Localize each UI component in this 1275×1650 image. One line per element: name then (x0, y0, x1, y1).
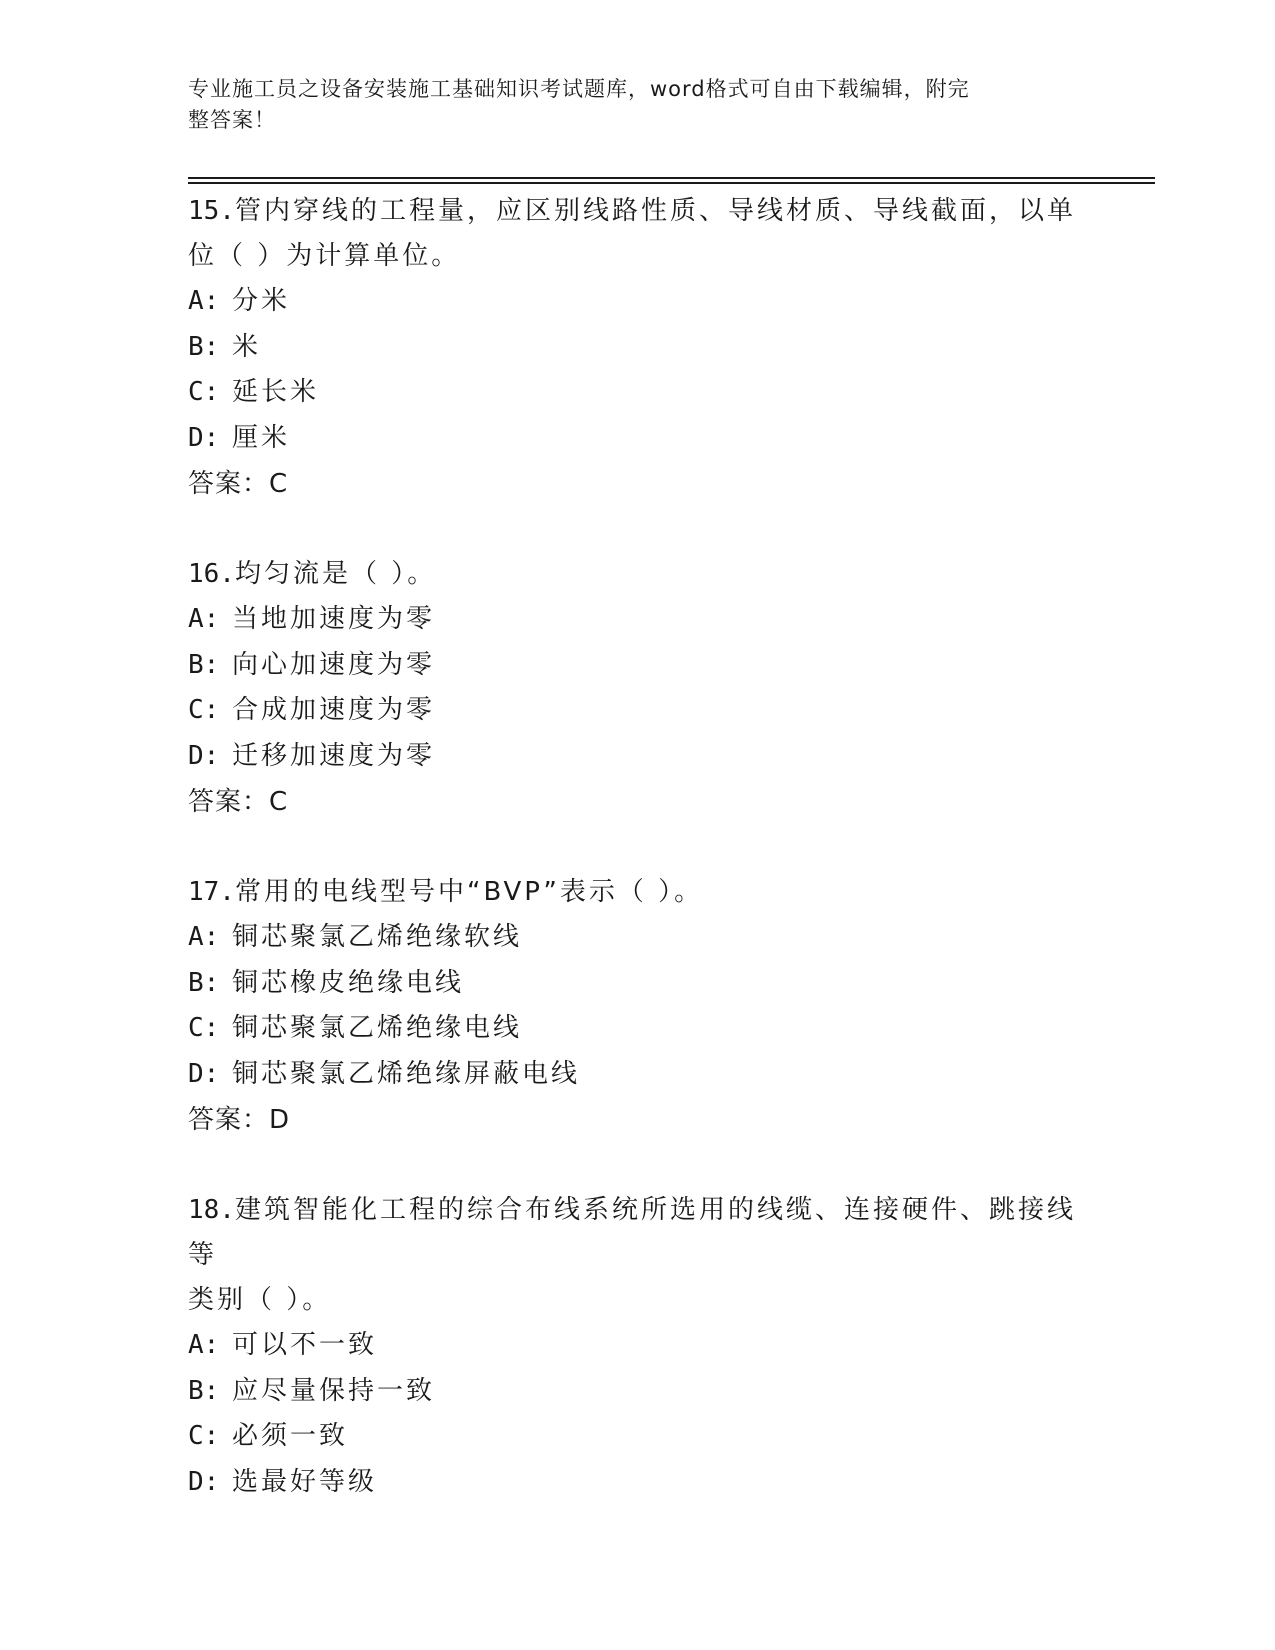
answer-label: 答案： (188, 469, 270, 499)
option-d (188, 1460, 1088, 1506)
document-header (188, 74, 1068, 136)
question-number: 18. (188, 1195, 235, 1225)
question-18 (188, 1188, 1088, 1505)
option-a (188, 1323, 1088, 1369)
option-label: C: (188, 1013, 220, 1043)
header-line-2: 整答案！ (188, 108, 276, 132)
option-a (188, 597, 1088, 643)
question-text: 均匀流是（ ）。 (234, 559, 437, 589)
question-17 (188, 870, 1088, 1143)
option-text: 选最好等级 (232, 1466, 378, 1497)
option-text: 向心加速度为零 (232, 649, 436, 680)
question-number: 16. (188, 559, 235, 589)
question-15 (188, 189, 1088, 507)
option-label: A: (188, 1330, 220, 1360)
option-text: 厘米 (232, 422, 291, 453)
question-16 (188, 552, 1088, 825)
answer-line (188, 779, 1088, 825)
option-d (188, 1052, 1088, 1098)
option-d (188, 734, 1088, 780)
header-divider-bottom (188, 182, 1155, 184)
option-c (188, 688, 1088, 734)
option-b (188, 325, 1088, 371)
option-b (188, 643, 1088, 689)
option-text: 应尽量保持一致 (232, 1375, 436, 1406)
question-list (188, 189, 1088, 1550)
question-text-line-1: 管内穿线的工程量，应区别线路性质、导线材质、导线截面，以单 (234, 196, 1076, 226)
option-text: 铜芯聚氯乙烯绝缘软线 (232, 922, 523, 952)
answer-label: 答案： (188, 787, 270, 817)
option-text: 铜芯橡皮绝缘电线 (232, 967, 465, 998)
answer-line (188, 461, 1088, 507)
option-text: 分米 (232, 286, 291, 316)
question-number: 17. (188, 877, 235, 907)
option-label: B: (188, 649, 220, 680)
option-label: B: (188, 967, 220, 998)
option-label: D: (188, 1466, 220, 1497)
option-text: 必须一致 (232, 1421, 349, 1451)
option-label: D: (188, 1058, 220, 1089)
option-label: A: (188, 286, 220, 316)
question-text-line-2: 位（ ）为计算单位。 (188, 241, 461, 271)
option-d (188, 416, 1088, 462)
option-c (188, 1006, 1088, 1052)
question-stem (188, 1188, 1088, 1323)
question-stem (188, 189, 1088, 279)
question-stem (188, 552, 1088, 597)
option-label: D: (188, 422, 220, 453)
option-text: 铜芯聚氯乙烯绝缘屏蔽电线 (232, 1058, 581, 1089)
option-text: 合成加速度为零 (232, 695, 436, 725)
option-text: 迁移加速度为零 (232, 740, 436, 771)
header-line-1: 专业施工员之设备安装施工基础知识考试题库，word格式可自由下载编辑，附完 (188, 77, 970, 101)
option-label: B: (188, 331, 220, 362)
option-c (188, 370, 1088, 416)
answer-value: C (269, 787, 289, 817)
option-c (188, 1414, 1088, 1460)
option-label: D: (188, 740, 220, 771)
question-text: 常用的电线型号中“BVP”表示（ ）。 (234, 877, 704, 907)
option-label: C: (188, 1421, 220, 1451)
option-b (188, 1369, 1088, 1415)
question-text-line-1: 建筑智能化工程的综合布线系统所选用的线缆、连接硬件、跳接线等 (188, 1195, 1076, 1270)
question-text-line-2: 类别（ ）。 (188, 1285, 332, 1315)
option-text: 可以不一致 (232, 1330, 378, 1360)
option-a (188, 279, 1088, 325)
option-text: 延长米 (232, 377, 320, 407)
option-label: A: (188, 922, 220, 952)
option-label: C: (188, 695, 220, 725)
answer-value: C (269, 469, 289, 499)
option-text: 米 (232, 331, 262, 362)
option-b (188, 961, 1088, 1007)
answer-label: 答案： (188, 1105, 270, 1135)
option-text: 铜芯聚氯乙烯绝缘电线 (232, 1013, 523, 1043)
option-label: B: (188, 1375, 220, 1406)
option-label: C: (188, 377, 220, 407)
option-label: A: (188, 604, 220, 634)
question-stem (188, 870, 1088, 915)
option-text: 当地加速度为零 (232, 604, 436, 634)
answer-line (188, 1097, 1088, 1143)
question-number: 15. (188, 196, 235, 226)
option-a (188, 915, 1088, 961)
header-divider-top (188, 177, 1155, 179)
answer-value: D (269, 1105, 291, 1135)
